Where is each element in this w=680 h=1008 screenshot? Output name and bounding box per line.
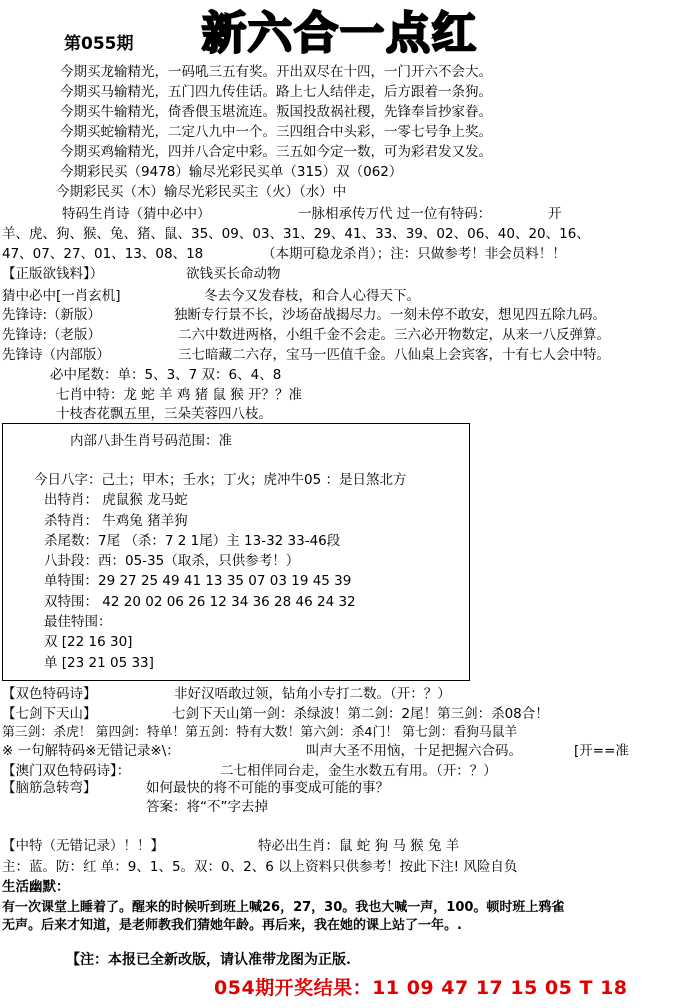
mystery-label: 猜中必中[一肖玄机]: [2, 288, 121, 304]
seven-swords-cont: 第三剑：杀虎！ 第四剑：特单！第五剑：特有大数！第六剑：杀4门！ 第七剑：看狗马鼠羊: [2, 725, 518, 740]
zodiac-poem-open: 开: [548, 206, 562, 222]
edition-notice: 【注：本报已全新改版，请认准带龙图为正版.: [66, 952, 351, 968]
macau-poem-text: 二七相伴同台走，金生水数五有用。（开：？）: [220, 763, 497, 779]
best-range-label: 最佳特围：: [44, 614, 112, 630]
masthead-title: [190, 4, 490, 58]
draw-result: 054期开奖结果：11 09 47 17 15 05 T 18: [214, 977, 628, 999]
colour-line-1: 今期彩民买（9478）输尽光彩民买单（315）双（062）: [60, 164, 403, 180]
two-colour-text: 非好汉唔敢过领，钻角小专打二数。（开：？）: [174, 686, 451, 702]
poem-line-1: 今期买龙输精光，一码吼三五有奖。开出双尽在十四，一门开六不会大。: [60, 64, 492, 80]
tail-numbers: 必中尾数：单：5、3、7 双：6、4、8: [50, 367, 282, 383]
brain-teaser-question: 如何最快的将不可能的事变成可能的事？: [146, 780, 389, 796]
kill-tail: 杀尾数：7尾 （杀：7 2 1尾）主 13-32 33-46段: [44, 533, 341, 549]
one-line-open: [开==准: [574, 743, 629, 759]
poem-line-2: 今期买马输精光，五门四九传佳话。路上七人结伴走，后方跟着一条狗。: [60, 84, 492, 100]
number-list-1: 羊、虎、狗、猴、兔、猪、鼠、35、09、03、31、29、41、33、39、02、06、40、20、16、: [2, 226, 590, 242]
out-zodiac: 出特肖： 虎鼠猴 龙马蛇: [44, 492, 188, 508]
masthead-title-art: [190, 4, 490, 58]
colour-advice: 主：蓝。防：红 单：9、1、5。双：0、2、6 以上资料只供参考！按此下注! 风险自负: [2, 859, 518, 875]
vanguard-new-label: 先锋诗:（新版）: [2, 307, 102, 323]
poem-line-3: 今期买牛输精光，倚香偎玉堪流连。叛国投敌祸社稷，先锋奉旨抄家眷。: [60, 104, 492, 120]
vanguard-inner-text: 三七暗藏二六存，宝马一匹值千金。八仙桌上会宾客，十有七人会中特。: [178, 347, 610, 363]
seven-zodiacs: 七肖中特：龙 蛇 羊 鸡 猪 鼠 猴 开？？准: [56, 387, 303, 403]
poem-line-5: 今期买鸡输精光，四并八合定中彩。三五如今定一数，可为彩君发又发。: [60, 144, 492, 160]
humor-label: 生活幽默：: [2, 879, 70, 895]
special-zodiacs: 特必出生肖：鼠 蛇 狗 马 猴 兔 羊: [258, 838, 460, 854]
bazi-line: 今日八字：己土；甲木；壬水；丁火；虎冲牛05 ：是日煞北方: [34, 472, 407, 488]
number-list-2: 47、07、27、01、13、08、18: [2, 246, 204, 262]
colour-line-2: 今期彩民买（木）输尽光彩民买主（火）（水）中: [56, 184, 347, 200]
bagua-title: 内部八卦生肖号码范围：准: [70, 433, 232, 449]
brain-teaser-answer: 答案：将“不”字去掉: [146, 799, 268, 815]
number-list-note: （本期可稳龙杀肖）；注：只做参考！非会员料！！: [262, 246, 566, 262]
best-odd: 单 [23 21 05 33]: [44, 655, 154, 671]
flower-poem: 十枝杏花飘五里，三朵芙蓉四八枝。: [56, 406, 272, 422]
macau-poem-label: 【澳门双色特码诗】：: [2, 763, 131, 779]
zodiac-poem-text: 一脉相承传万代 过一位有特码：: [298, 206, 492, 222]
special-label: 【中特（无错记录）！！】: [2, 838, 164, 854]
poem-line-4: 今期买蛇输精光，二定八九中一个。三四组合中头彩，一零七号争上奖。: [60, 124, 492, 140]
one-line-label: ※ 一句解特码※无错记录※\：: [2, 743, 180, 759]
vanguard-old-text: 二六中数进两格，小组千金不会走。三六必开物数定，从来一八反弹算。: [178, 327, 610, 343]
vanguard-inner-label: 先锋诗（内部版）: [2, 347, 110, 363]
vanguard-old-label: 先锋诗:（老版）: [2, 327, 102, 343]
riddle-text: 欲钱买长命动物: [186, 266, 281, 282]
odd-range: 单特围：29 27 25 49 41 13 35 07 03 19 45 39: [44, 573, 352, 589]
humor-line-1: 有一次课堂上睡着了。醒来的时候听到班上喊26，27，30。我也大喊一声，100。顿时班上鸦雀: [2, 900, 565, 915]
issue-number: 第055期: [64, 34, 134, 54]
one-line-text: 叫声大圣不用恼，十足把握六合码。: [306, 743, 522, 759]
seven-swords-label: 【七剑下天山】: [2, 706, 97, 722]
two-colour-label: 【双色特码诗】: [2, 686, 97, 702]
seven-swords-text: 七剑下天山第一剑：杀绿波！第二剑：2尾！第三剑：杀08合！: [172, 706, 549, 722]
mystery-text: 冬去今又发春枝，和合人心得天下。: [204, 288, 420, 304]
masthead-title-text: 新六合一点红: [202, 8, 478, 58]
bagua-segment: 八卦段：西：05-35（取杀，只供参考！）: [44, 553, 300, 569]
humor-line-2: 无声。后来才知道，是老师教我们猜她年龄。再后来，我在她的课上站了一年。.: [2, 918, 462, 933]
kill-zodiac: 杀特肖： 牛鸡兔 猪羊狗: [44, 513, 188, 529]
zodiac-poem-label: 特码生肖诗（猜中必中）: [62, 206, 211, 222]
riddle-label: 【正版欲钱料】）: [2, 266, 104, 282]
vanguard-new-text: 独断专行景不长，沙场奋战揭尽力。一刻未停不敢安，想见四五除九码。: [174, 307, 606, 323]
best-even: 双 [22 16 30]: [44, 634, 133, 650]
even-range: 双特围： 42 20 02 06 26 12 34 36 28 46 24 32: [44, 594, 356, 610]
brain-teaser-label: 【脑筋急转弯】: [2, 780, 97, 796]
